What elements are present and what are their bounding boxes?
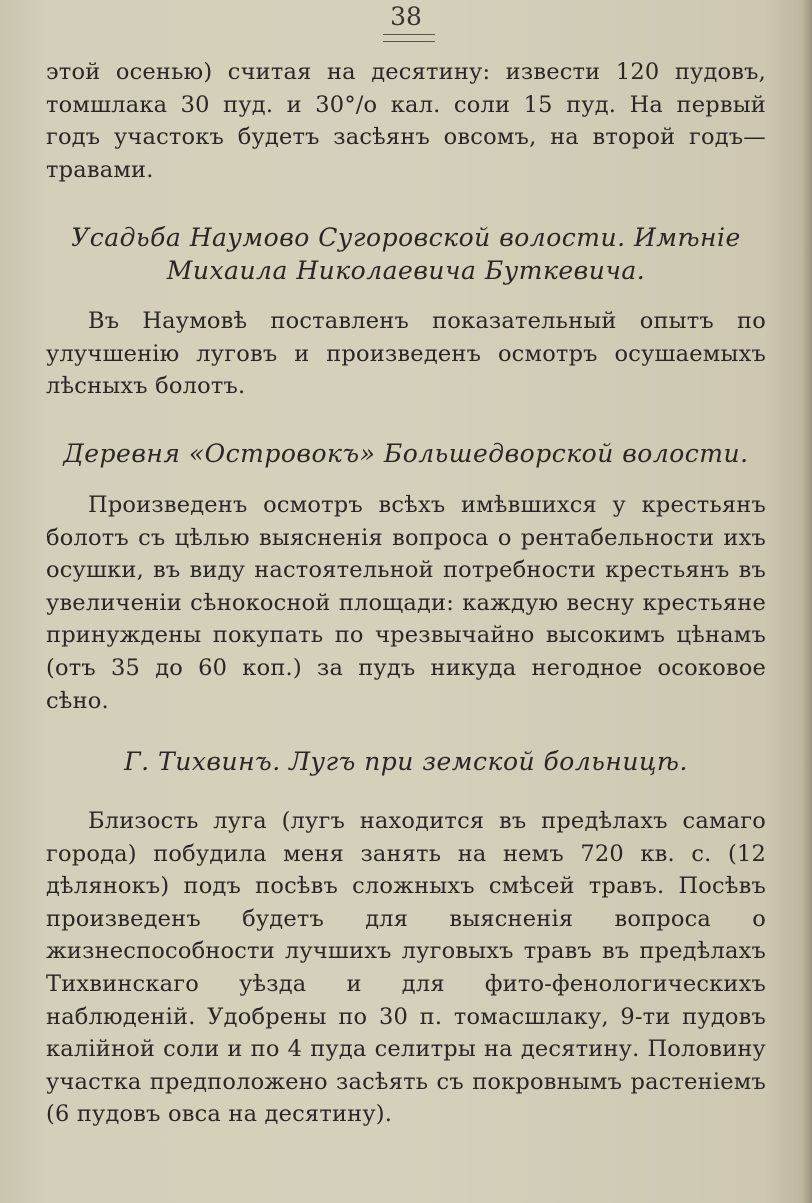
paragraph-naumovo: Въ Наумовѣ поставленъ показательный опытъ по улучшенію луговъ и произведенъ осмотръ осушаемыхъ лѣсныхъ болотъ. (46, 308, 766, 400)
heading-tikhvin: Г. Тихвинъ. Лугъ при земской больницѣ. (124, 747, 688, 776)
heading-naumovo: Усадьба Наумово Сугоровской волости. Имѣніе Михаила Николаевича Буткевича. (71, 223, 741, 285)
paragraph-continuation: этой осенью) считая на десятину: извести 120 пудовъ, томшлака 30 пуд. и 30°/о кал. соли 15 пуд. На первый годъ участокъ будетъ засѣянъ овсомъ, на второй годъ—травами. (46, 59, 766, 183)
page-edge-shadow (802, 0, 812, 1203)
page-number: 38 (390, 2, 422, 31)
paragraph-ostrovok: Произведенъ осмотръ всѣхъ имѣвшихся у крестьянъ болотъ съ цѣлью выясненія вопроса о рентабельности ихъ осушки, въ виду настоятельной потребности крестьянъ въ увеличеніи сѣнокосной площади: каждую весну крестьяне принуждены покупать по чрезвычайно высокимъ цѣнамъ (отъ 35 до 60 коп.) за пудъ никуда негодное осоковое сѣно. (46, 492, 766, 714)
paragraph-tikhvin: Близость луга (лугъ находится въ предѣлахъ самаго города) побудила меня занять на немъ 720 кв. с. (12 дѣлянокъ) подъ посѣвъ сложныхъ смѣсей травъ. Посѣвъ произведенъ будетъ для выясненія вопроса о жизнеспособности лучшихъ луговыхъ травъ въ предѣлахъ Тихвинскаго уѣзда и для фито-фенологическихъ наблюденій. Удобрены по 30 п. томасшлаку, 9-ти пудовъ калійной соли и по 4 пуда селитры на десятину. Половину участка предположено засѣять съ покровнымъ растеніемъ (6 пудовъ овса на десятину). (46, 808, 766, 1128)
page-number-underline (383, 34, 435, 42)
heading-ostrovok: Деревня «Островокъ» Большедворской волости. (63, 439, 749, 468)
